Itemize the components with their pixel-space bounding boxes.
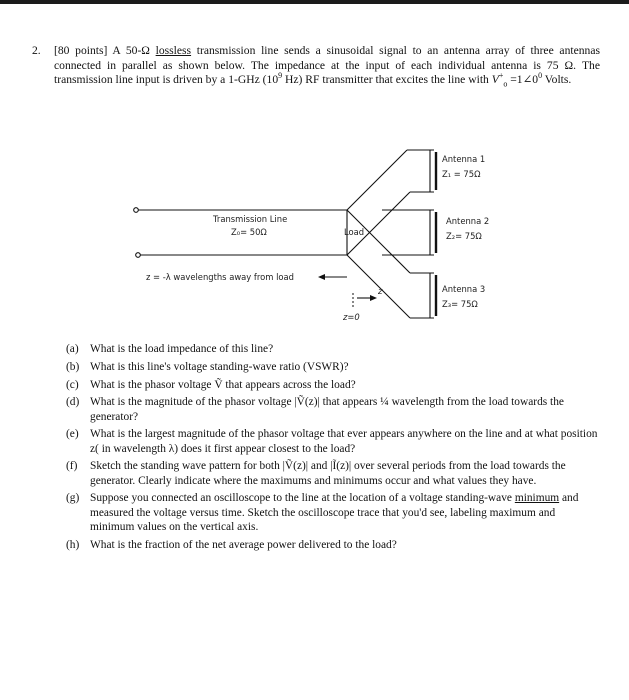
question-label: (f) <box>66 460 78 473</box>
voltage-symbol: V <box>491 73 499 87</box>
antenna-3-impedance: Z₃= 75Ω <box>442 299 478 309</box>
question-d <box>66 395 600 423</box>
line-label-1: Transmission Line <box>213 214 288 224</box>
antenna-1-bracket <box>430 150 434 192</box>
question-label: (b) <box>66 360 80 373</box>
problem-text-a: A 50-Ω <box>112 44 156 57</box>
problem-text-c: Hz) RF transmitter that excites the line with <box>282 73 492 87</box>
question-text-a: Suppose you connected an oscilloscope to the line at the location of a voltage standing-wave <box>90 492 515 505</box>
z-direction-arrowhead <box>370 295 377 301</box>
z-arrow-label: z <box>378 286 383 296</box>
minimum-underlined: minimum <box>514 492 560 505</box>
question-label: (h) <box>66 538 80 551</box>
z-axis-label: z = -λ wavelengths away from load <box>146 272 294 282</box>
question-a <box>66 342 600 356</box>
antenna-3-name: Antenna 3 <box>442 284 486 294</box>
z-axis-arrowhead <box>318 274 325 280</box>
question-text-b: and measured the voltage versus time. Sketch the oscilloscope trace that you'd see, labeling maximum and minimum values on the vertical axis. <box>90 492 579 533</box>
problem-number: 2. <box>32 44 41 57</box>
voltage-sup: + <box>498 71 504 81</box>
question-label: (g) <box>66 492 80 505</box>
question-label: (e) <box>66 428 79 441</box>
line-label-2: Z₀= 50Ω <box>231 227 267 237</box>
antenna-2-bracket <box>430 210 434 255</box>
question-text: What is the load impedance of this line? <box>90 343 274 355</box>
antenna-brackets <box>430 150 436 318</box>
question-b <box>66 360 600 374</box>
antenna-2-impedance: Z₂= 75Ω <box>446 231 482 241</box>
question-text: What is this line's voltage standing-wave ratio (VSWR)? <box>90 360 349 373</box>
antenna-1-impedance: Z₁ = 75Ω <box>442 169 481 179</box>
input-terminal-bottom <box>136 253 141 258</box>
question-c <box>66 378 600 392</box>
question-text: Sketch the standing wave pattern for both |Ṽ(z)| and |Ĩ(z)| over several periods from the load towards the generator. Clearly indicate where the maximums and minimums occur and what values they have. <box>90 460 566 487</box>
feed-bottom-upper <box>347 192 410 255</box>
question-g <box>66 491 600 534</box>
question-e <box>66 427 600 455</box>
question-text: What is the largest magnitude of the phasor voltage that ever appears anywhere on the line and at what position z( in wavelength λ) does it first appear closest to the load? <box>90 428 598 455</box>
antenna-3-bracket <box>430 273 434 318</box>
input-terminal-top <box>134 208 139 213</box>
voltage-value: =1∠0 <box>507 73 539 87</box>
feed-top-upper <box>347 150 407 210</box>
question-label: (d) <box>66 396 80 409</box>
voltage-degree: 0 <box>538 71 543 81</box>
feed-top-lower <box>347 210 410 273</box>
antenna-2-name: Antenna 2 <box>446 216 490 226</box>
voltage-unit: Volts. <box>542 73 572 87</box>
question-text: What is the fraction of the net average power delivered to the load? <box>90 538 397 551</box>
lossless-underlined: lossless <box>155 44 192 57</box>
question-h <box>66 538 600 552</box>
question-label: (c) <box>66 378 79 391</box>
z-zero-label: z=0 <box>343 312 360 322</box>
freq-exponent: 9 <box>278 71 283 81</box>
question-text: What is the phasor voltage Ṽ that appears across the load? <box>90 378 356 391</box>
question-label: (a) <box>66 343 79 355</box>
z-direction-arrow <box>353 293 377 309</box>
load-label: Load <box>344 227 365 237</box>
question-list <box>66 342 600 555</box>
z-axis-arrow <box>318 274 347 280</box>
problem-points: [80 points] <box>54 44 108 57</box>
problem-text-b: transmission line sends a sinusoidal signal to an antenna array of three antennas connected in parallel as shown below. The impedance at the input of each individual antenna is 75 Ω. The transmission line input is driven by a 1-GHz (10 <box>54 44 600 87</box>
voltage-sub: o <box>503 79 508 89</box>
question-text: What is the magnitude of the phasor voltage |Ṽ(z)| that appears ¼ wavelength from the load towards the generator? <box>90 396 564 423</box>
question-f <box>66 459 600 487</box>
antenna-1-name: Antenna 1 <box>442 154 486 164</box>
